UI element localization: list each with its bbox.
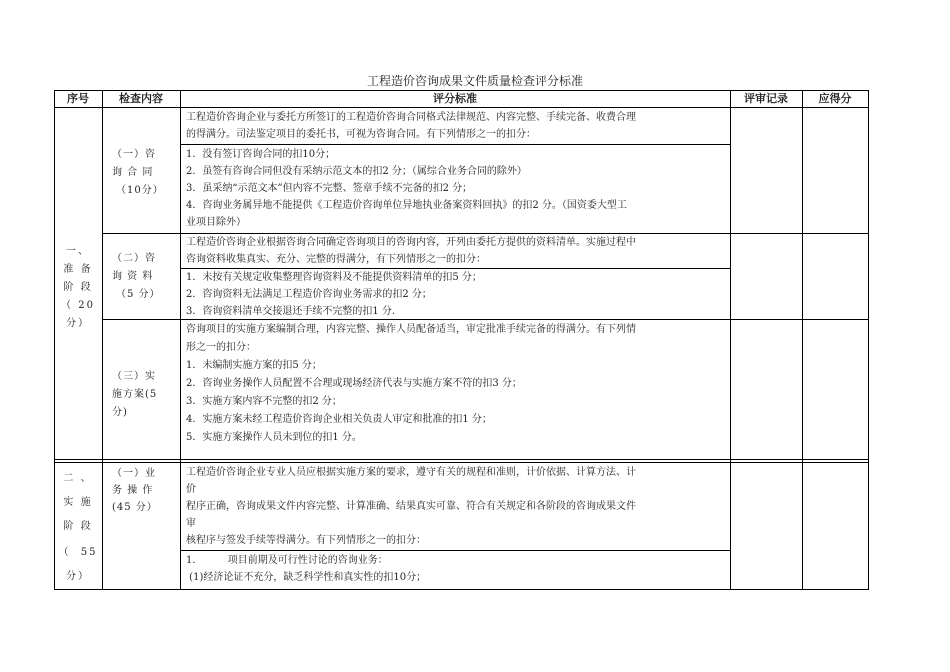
item-plan-l3: 分) <box>112 407 128 418</box>
item-materials-l3: （5 分） <box>116 289 161 300</box>
criteria-line: 核程序与签发手续等得满分。有下列情形之一的扣分： <box>186 535 426 546</box>
section-prep-l2: 准 备 <box>63 264 93 275</box>
criteria-line: 1．未按有关规定收集整理咨询资料及不能提供资料清单的扣5 分； <box>186 272 482 283</box>
criteria-line: 1．未编制实施方案的扣5 分； <box>186 360 322 371</box>
criteria-line: 3．虽采纳“示范文本”但内容不完整、签章手续不完备的扣2 分； <box>186 183 473 194</box>
section-prep-l4: （ 20 <box>61 300 95 311</box>
criteria-line: (1)经济论证不充分，缺乏科学性和真实性的扣10分； <box>186 572 427 583</box>
item-plan-l1: （三）实 <box>112 371 156 382</box>
criteria-line: 咨询资料收集真实、充分、完整的得满分，有下列情形之一的扣分： <box>186 254 486 265</box>
section-prep-l5: 分） <box>66 318 90 329</box>
section-impl-l1: 二 、 <box>63 473 93 484</box>
criteria-line: 1． 项目前期及可行性讨论的咨询业务： <box>186 555 388 566</box>
criteria-line: 工程造价咨询企业根据咨询合同确定咨询项目的咨询内容，开列由委托方提供的资料清单。实施过程中 <box>186 237 636 248</box>
section-prep-l1: 一、 <box>66 246 90 257</box>
item-contract-l3: （10分） <box>116 185 164 196</box>
criteria-line: 工程造价咨询企业与委托方所签订的工程造价咨询合同格式法律规范、内容完整、手续完备、收费合理 <box>186 112 636 123</box>
section-impl-l4: （ 55 <box>58 547 98 558</box>
header-criteria: 评分标准 <box>433 92 477 105</box>
criteria-line: 审 <box>186 518 196 529</box>
criteria-line: 3．咨询资料清单交接退还手续不完整的扣1 分. <box>186 306 396 317</box>
item-business-l2: 务 操 作 <box>112 485 154 496</box>
criteria-line: 1．没有签订咨询合同的扣10分； <box>186 149 336 160</box>
header-seq: 序号 <box>67 92 89 105</box>
header-score: 应得分 <box>818 92 852 105</box>
criteria-line: 4．咨询业务属异地不能提供《工程造价咨询单位异地执业备案资料回执》的扣2 分。（国资委大型工 <box>186 200 627 211</box>
criteria-line: 形之一的扣分： <box>186 342 256 353</box>
item-business-l1: （一）业 <box>112 468 156 479</box>
item-contract-l2: 询 合 同 <box>112 167 154 178</box>
criteria-line: 价 <box>186 484 196 495</box>
header-content: 检查内容 <box>119 92 163 105</box>
criteria-line: 的得满分。司法鉴定项目的委托书，可视为咨询合同。有下列情形之一的扣分： <box>186 129 536 140</box>
item-materials-l1: （二）咨 <box>112 253 156 264</box>
item-business-l3: (45 分） <box>112 502 158 513</box>
section-impl-l5: 分） <box>66 571 90 582</box>
header-record: 评审记录 <box>744 92 788 105</box>
section-impl-l2: 实 施 <box>63 497 93 508</box>
criteria-line: 工程造价咨询企业专业人员应根据实施方案的要求，遵守有关的规程和准则，计价依据、计算方法、计 <box>186 467 636 478</box>
item-materials-l2: 询 资 料 <box>112 271 154 282</box>
item-plan-l2: 施方案(5 <box>112 389 158 400</box>
document-title: 工程造价咨询成果文件质量检查评分标准 <box>366 74 583 88</box>
criteria-line: 5．实施方案操作人员未到位的扣1 分。 <box>186 432 362 443</box>
criteria-line: 2．咨询资料无法满足工程造价咨询业务需求的扣2 分； <box>186 289 432 300</box>
item-contract-l1: （一）咨 <box>112 149 156 160</box>
criteria-line: 程序正确，咨询成果文件内容完整、计算准确、结果真实可靠、符合有关规定和各阶段的咨询成果文件 <box>186 501 636 512</box>
criteria-line: 2．虽签有咨询合同但没有采纳示范文本的扣2 分；（属综合业务合同的除外） <box>186 166 527 177</box>
criteria-line: 3．实施方案内容不完整的扣2 分； <box>186 396 342 407</box>
criteria-line: 业项目除外） <box>186 217 246 228</box>
section-prep-l3: 阶 段 <box>63 282 93 293</box>
criteria-line: 2．咨询业务操作人员配置不合理或现场经济代表与实施方案不符的扣3 分； <box>186 378 522 389</box>
criteria-line: 4．实施方案未经工程造价咨询企业相关负责人审定和批准的扣1 分； <box>186 414 492 425</box>
criteria-line: 咨询项目的实施方案编制合理，内容完整、操作人员配备适当，审定批准手续完备的得满分。有下列情 <box>186 324 636 335</box>
section-impl-l3: 阶 段 <box>63 521 93 532</box>
